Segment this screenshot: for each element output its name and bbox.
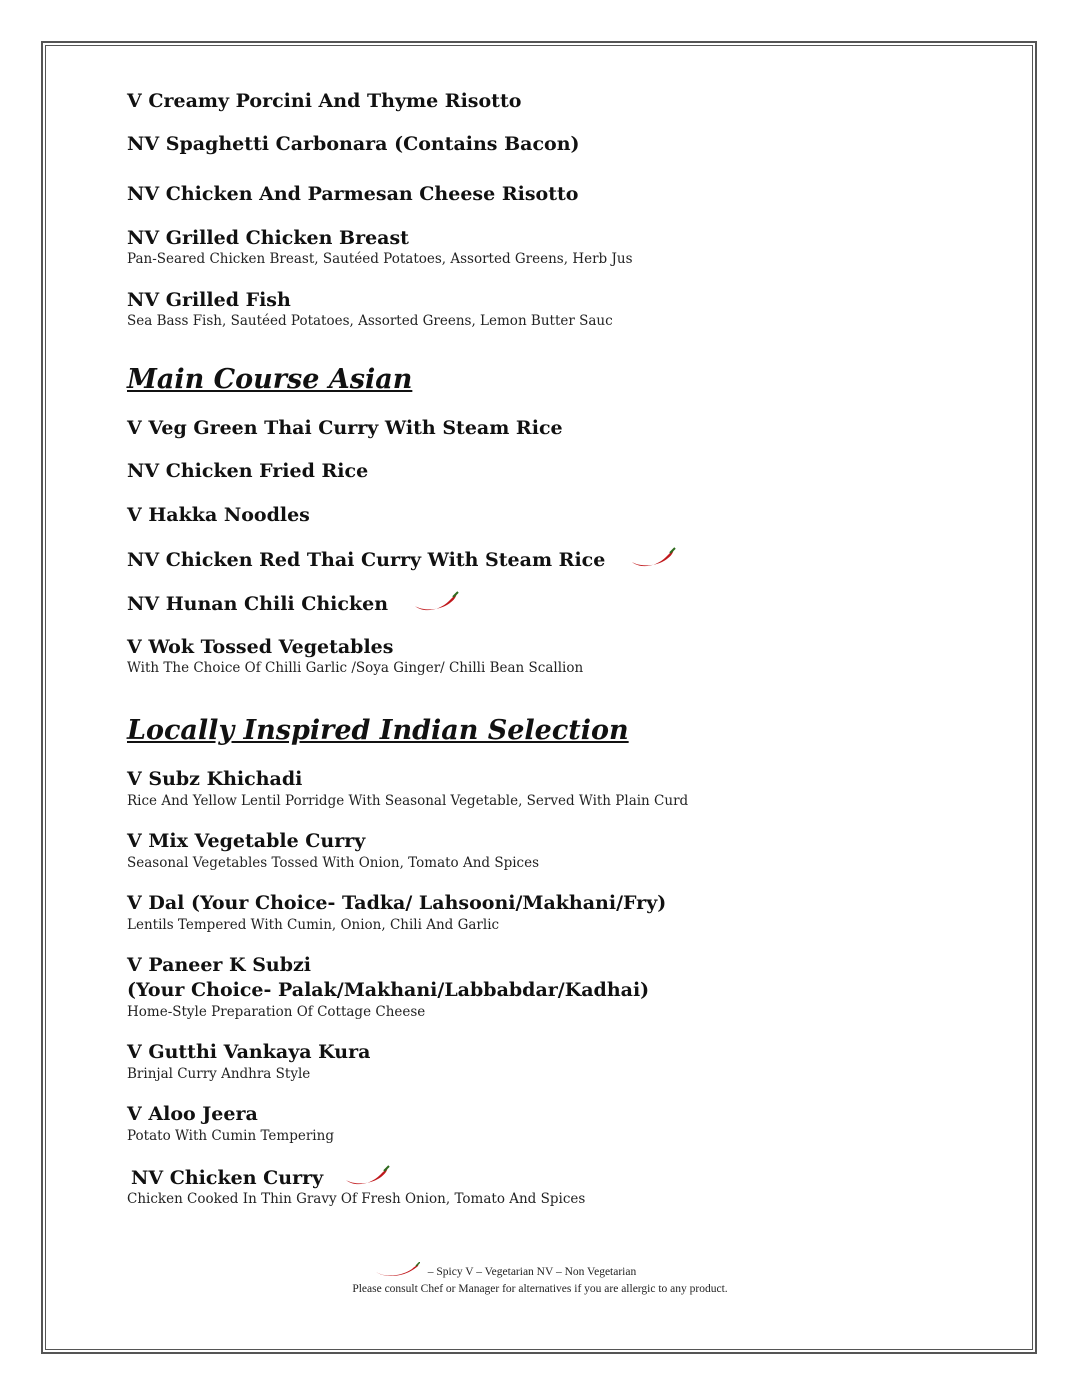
menu-item-description: Sea Bass Fish, Sautéed Potatoes, Assorted Greens, Lemon Butter Sauc — [127, 313, 613, 329]
legend-line-1 — [0, 1262, 1080, 1282]
menu-item-title: NV Chicken Fried Rice — [127, 460, 369, 482]
menu-item-description: Home-Style Preparation Of Cottage Cheese — [127, 1004, 426, 1020]
legend-text: – Spicy V – Vegetarian NV – Non Vegetarian — [427, 1266, 637, 1278]
chili-pepper-icon — [413, 591, 459, 619]
menu-item-title: V Aloo Jeera — [127, 1103, 258, 1125]
menu-item-title: NV Hunan Chili Chicken — [127, 593, 389, 615]
menu-item-description: Lentils Tempered With Cumin, Onion, Chili And Garlic — [127, 917, 500, 933]
menu-item-title: V Hakka Noodles — [127, 504, 310, 526]
chili-pepper-icon — [344, 1165, 390, 1193]
menu-item-description: Rice And Yellow Lentil Porridge With Seasonal Vegetable, Served With Plain Curd — [127, 793, 689, 809]
menu-item-title: NV Spaghetti Carbonara (Contains Bacon) — [127, 133, 580, 155]
allergy-note: Please consult Chef or Manager for alternatives if you are allergic to any product. — [352, 1283, 728, 1295]
menu-item-title: V Wok Tossed Vegetables — [127, 636, 394, 658]
menu-item-description: Brinjal Curry Andhra Style — [127, 1066, 311, 1082]
menu-item-title: NV Chicken And Parmesan Cheese Risotto — [127, 183, 579, 205]
menu-item-title: V Dal (Your Choice- Tadka/ Lahsooni/Makhani/Fry) — [127, 892, 667, 914]
menu-item-title: V Paneer K Subzi — [127, 954, 312, 976]
menu-item-title: NV Grilled Fish — [127, 289, 291, 311]
menu-item-spicy — [127, 591, 459, 619]
menu-item-description: Chicken Cooked In Thin Gravy Of Fresh Onion, Tomato And Spices — [127, 1191, 586, 1207]
menu-item-title: NV Grilled Chicken Breast — [127, 227, 409, 249]
chili-pepper-icon — [374, 1262, 420, 1282]
section-heading-indian: Locally Inspired Indian Selection — [127, 715, 629, 746]
menu-item-spicy — [127, 547, 676, 575]
menu-item-title: NV Chicken Curry — [131, 1167, 324, 1189]
menu-item-title: V Gutthi Vankaya Kura — [127, 1041, 371, 1063]
menu-item-title: V Veg Green Thai Curry With Steam Rice — [127, 417, 563, 439]
menu-item-description: With The Choice Of Chilli Garlic /Soya Ginger/ Chilli Bean Scallion — [127, 660, 584, 676]
section-heading-asian: Main Course Asian — [127, 364, 413, 395]
menu-item-spicy — [131, 1165, 390, 1193]
legend — [0, 1262, 1080, 1296]
menu-item-title: V Subz Khichadi — [127, 768, 303, 790]
menu-item-title: V Creamy Porcini And Thyme Risotto — [127, 90, 522, 112]
menu-item-title-line2: (Your Choice- Palak/Makhani/Labbabdar/Kadhai) — [127, 979, 650, 1001]
menu-item-description: Seasonal Vegetables Tossed With Onion, Tomato And Spices — [127, 855, 540, 871]
menu-item-description: Potato With Cumin Tempering — [127, 1128, 334, 1144]
menu-item-description: Pan-Seared Chicken Breast, Sautéed Potatoes, Assorted Greens, Herb Jus — [127, 251, 633, 267]
chili-pepper-icon — [630, 547, 676, 575]
menu-item-title: V Mix Vegetable Curry — [127, 830, 366, 852]
menu-item-title: NV Chicken Red Thai Curry With Steam Rice — [127, 549, 606, 571]
